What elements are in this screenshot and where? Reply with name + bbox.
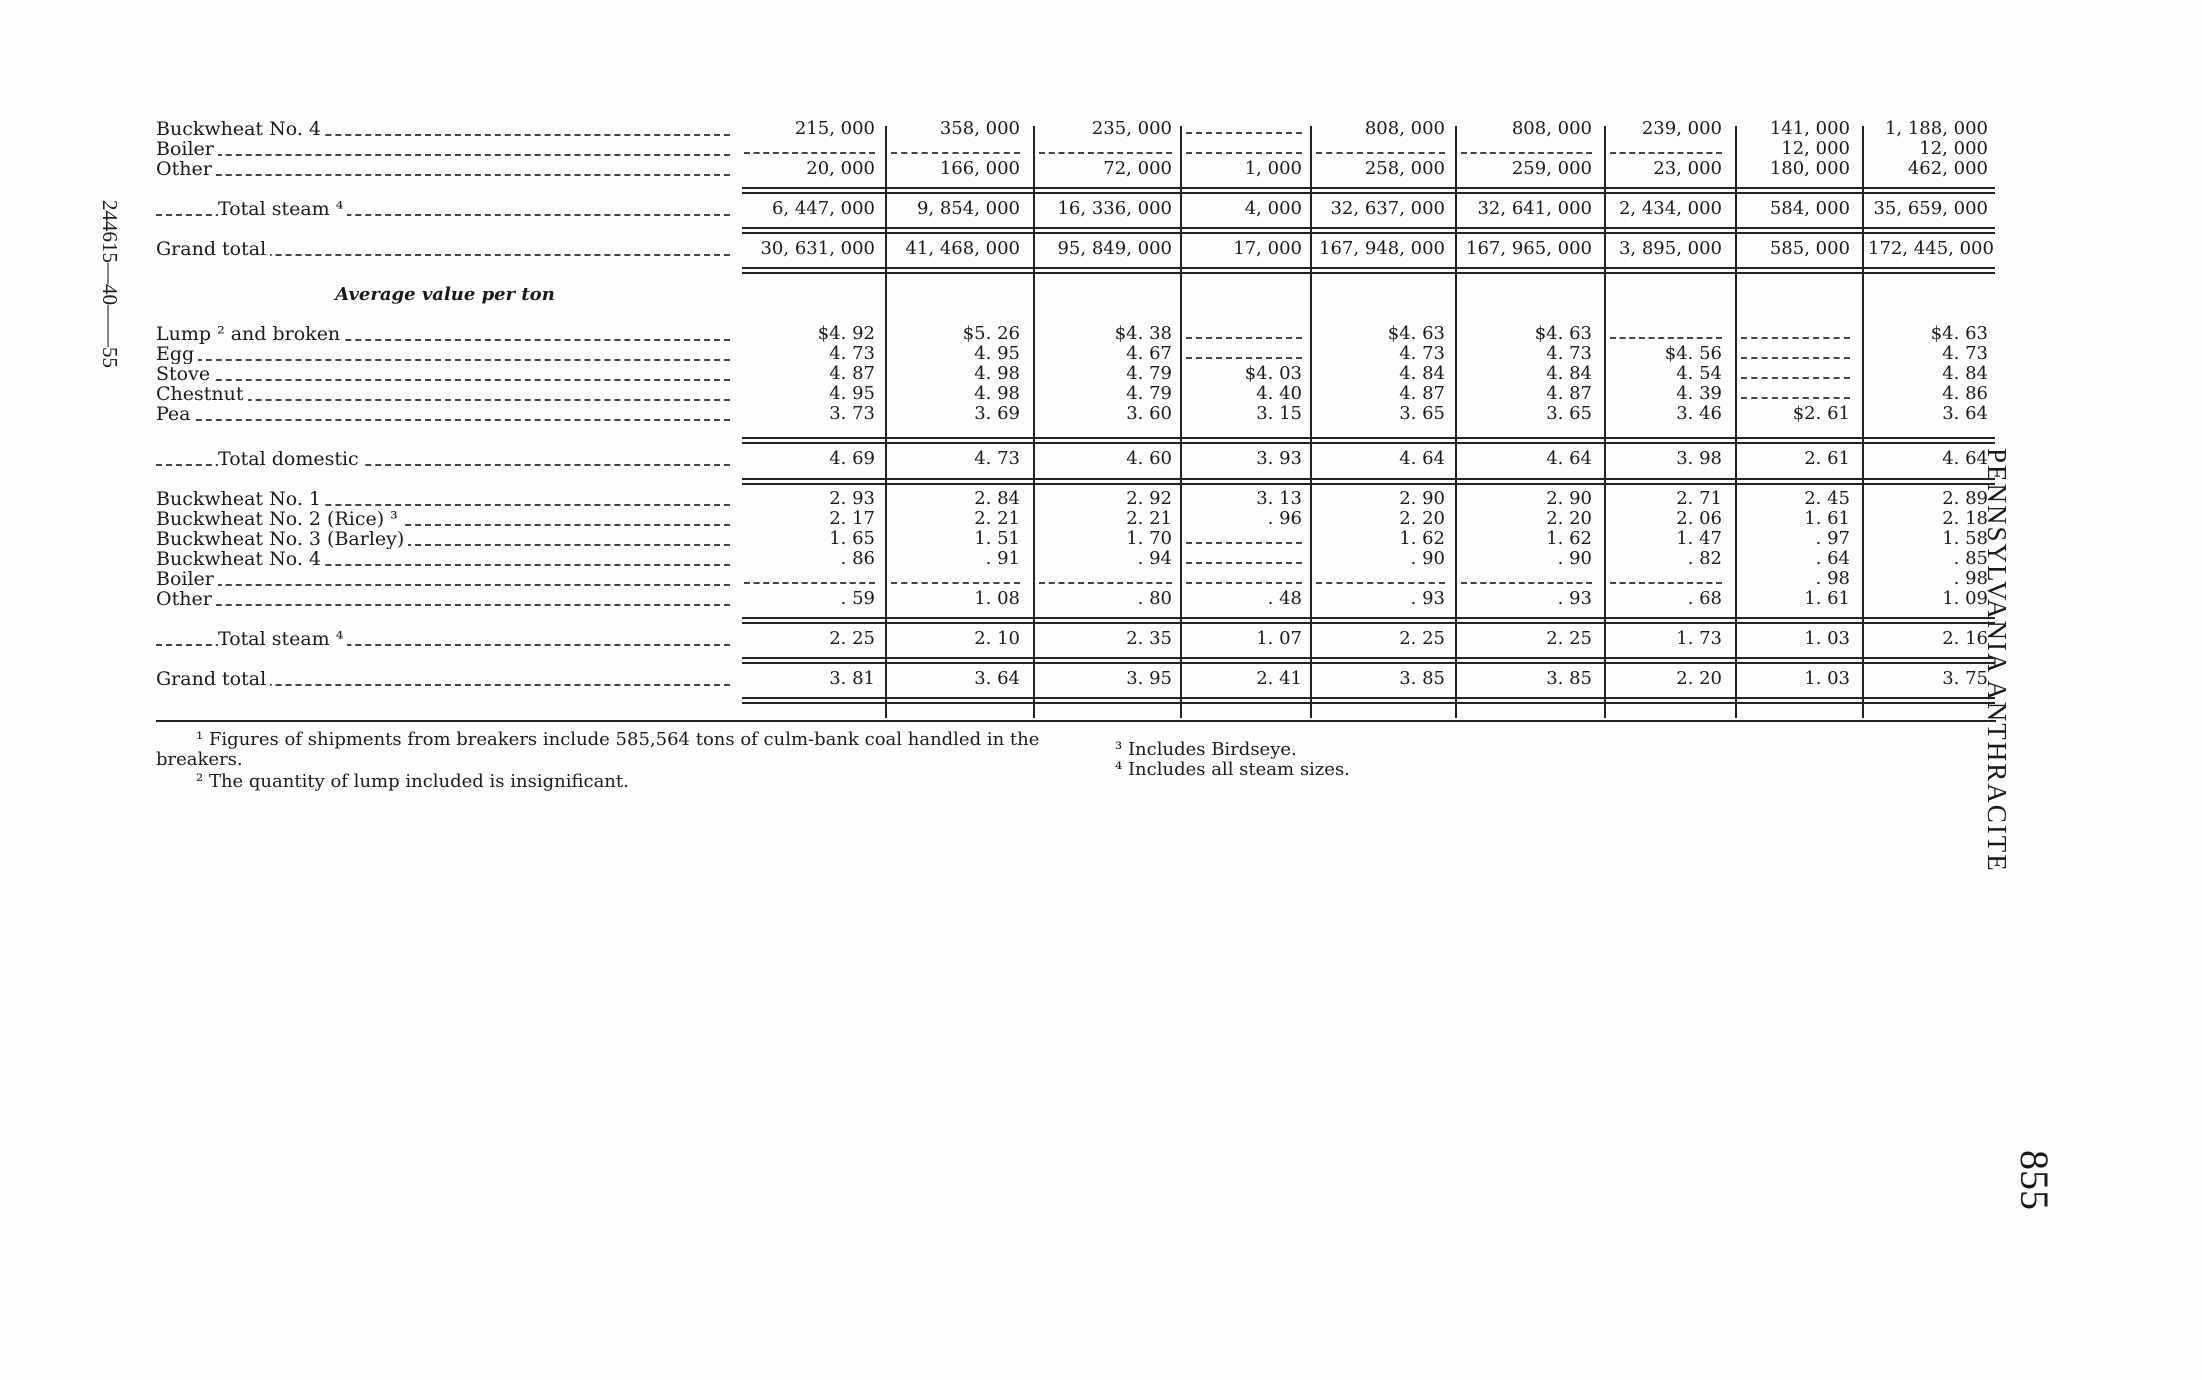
double-rule	[742, 657, 1995, 664]
table-cell: 3. 60	[1126, 403, 1172, 424]
leader-dots	[156, 604, 730, 606]
row-label-text: Lump ² and broken	[156, 325, 344, 344]
blank-leader	[1186, 357, 1302, 359]
table-cell: . 68	[1687, 588, 1722, 609]
row-label-text: Buckwheat No. 2 (Rice) ³	[156, 510, 402, 529]
table-cell: 1. 58	[1942, 528, 1988, 549]
table-cell: $4. 63	[1930, 323, 1988, 344]
table-cell: 95, 849, 000	[1057, 238, 1172, 259]
table-cell: 2. 20	[1399, 508, 1445, 529]
table-cell: 2. 25	[829, 628, 875, 649]
table-cell: 3. 73	[829, 403, 875, 424]
blank-leader	[1186, 562, 1302, 564]
section-heading: Average value per ton	[335, 285, 555, 304]
leader-dots	[156, 584, 730, 586]
table-cell: 166, 000	[939, 158, 1020, 179]
table-cell: 2. 84	[974, 488, 1020, 509]
row-label-text: Stove	[156, 365, 214, 384]
row-label	[156, 490, 734, 509]
table-cell: 1. 07	[1256, 628, 1302, 649]
table-cell: . 80	[1137, 588, 1172, 609]
table-cell: $4. 38	[1114, 323, 1172, 344]
row-label	[156, 570, 734, 589]
row-label	[156, 405, 734, 424]
table-cell: . 85	[1953, 548, 1988, 569]
table-cell: 1. 70	[1126, 528, 1172, 549]
table-cell: $4. 03	[1244, 363, 1302, 384]
table-cell: 3. 64	[1942, 403, 1988, 424]
table-cell: 3. 81	[829, 668, 875, 689]
running-head: PENNSYLVANIA ANTHRACITE	[1982, 448, 2012, 873]
table-cell: 2. 10	[974, 628, 1020, 649]
blank-leader	[744, 152, 875, 154]
blank-leader	[1186, 132, 1302, 134]
table-cell: 1. 73	[1676, 628, 1722, 649]
table-cell: 462, 000	[1907, 158, 1988, 179]
blank-leader	[891, 152, 1020, 154]
row-label	[156, 385, 734, 404]
table-cell: 4. 64	[1399, 448, 1445, 469]
double-rule	[742, 437, 1995, 444]
table-cell: 2. 21	[1126, 508, 1172, 529]
table-cell: 3. 13	[1256, 488, 1302, 509]
table-cell: 239, 000	[1641, 118, 1722, 139]
table-cell: 4. 40	[1256, 383, 1302, 404]
table-cell: 4. 87	[1399, 383, 1445, 404]
table-cell: 2. 35	[1126, 628, 1172, 649]
row-label-text: Pea	[156, 405, 195, 424]
table-cell: 1. 62	[1546, 528, 1592, 549]
leader-dots	[156, 419, 730, 421]
table-cell: 2. 92	[1126, 488, 1172, 509]
footnote-4: ⁴ Includes all steam sizes.	[1115, 759, 1350, 780]
row-label	[156, 160, 734, 179]
row-label-text: Total domestic	[218, 450, 363, 469]
row-label	[156, 670, 734, 689]
double-rule	[742, 227, 1995, 234]
row-label	[156, 365, 734, 384]
blank-leader	[1741, 377, 1850, 379]
table-cell: . 96	[1267, 508, 1302, 529]
table-cell: 4. 60	[1126, 448, 1172, 469]
row-label-text: Grand total	[156, 670, 270, 689]
table-cell: . 90	[1557, 548, 1592, 569]
double-rule	[742, 187, 1995, 194]
table-cell: 23, 000	[1653, 158, 1722, 179]
table-cell: 808, 000	[1364, 118, 1445, 139]
table-cell: 4. 95	[829, 383, 875, 404]
column-divider	[885, 126, 887, 718]
table-cell: $2. 61	[1792, 403, 1850, 424]
table-cell: 12, 000	[1919, 138, 1988, 159]
table-cell: 1. 03	[1804, 668, 1850, 689]
table-cell: 584, 000	[1769, 198, 1850, 219]
table-cell: 4. 98	[974, 383, 1020, 404]
table-cell: $5. 26	[962, 323, 1020, 344]
table-cell: 32, 641, 000	[1477, 198, 1592, 219]
blank-leader	[1186, 582, 1302, 584]
blank-leader	[891, 582, 1020, 584]
table-cell: 3. 65	[1399, 403, 1445, 424]
table-cell: 30, 631, 000	[760, 238, 875, 259]
table-cell: 4. 87	[829, 363, 875, 384]
table-cell: 20, 000	[806, 158, 875, 179]
table-cell: 141, 000	[1769, 118, 1850, 139]
table-cell: 4. 54	[1676, 363, 1722, 384]
table-cell: . 48	[1267, 588, 1302, 609]
table-cell: 3. 65	[1546, 403, 1592, 424]
table-cell: 1. 62	[1399, 528, 1445, 549]
blank-leader	[1186, 337, 1302, 339]
table-cell: 41, 468, 000	[905, 238, 1020, 259]
blank-leader	[1316, 152, 1445, 154]
left-margin-code: 244615—40——55	[98, 200, 122, 368]
table-cell: 4. 87	[1546, 383, 1592, 404]
table-cell: 4. 64	[1546, 448, 1592, 469]
table-cell: 358, 000	[939, 118, 1020, 139]
table-cell: . 86	[840, 548, 875, 569]
table-cell: 1. 61	[1804, 588, 1850, 609]
table-cell: 1. 09	[1942, 588, 1988, 609]
footnote-3: ³ Includes Birdseye.	[1115, 739, 1297, 760]
double-rule	[742, 267, 1995, 274]
table-cell: 4, 000	[1244, 198, 1302, 219]
table-cell: 4. 69	[829, 448, 875, 469]
table-cell: . 94	[1137, 548, 1172, 569]
table-cell: 6, 447, 000	[771, 198, 875, 219]
row-label	[156, 325, 734, 344]
row-label	[156, 530, 734, 549]
table-cell: 2. 41	[1256, 668, 1302, 689]
blank-leader	[1610, 152, 1722, 154]
table-cell: 2. 16	[1942, 628, 1988, 649]
table-cell: 2. 25	[1399, 628, 1445, 649]
row-label-text: Boiler	[156, 140, 218, 159]
table-cell: $4. 92	[817, 323, 875, 344]
table-cell: 1. 03	[1804, 628, 1850, 649]
table-cell: 2. 93	[829, 488, 875, 509]
footnote-1: ¹ Figures of shipments from breakers include 585,564 tons of culm-bank coal handled in the breakers.	[156, 729, 1040, 770]
blank-leader	[1461, 152, 1592, 154]
blank-leader	[1186, 152, 1302, 154]
table-cell: 32, 637, 000	[1330, 198, 1445, 219]
double-rule	[742, 697, 1995, 704]
row-label-text: Buckwheat No. 3 (Barley)	[156, 530, 408, 549]
table-cell: 2, 434, 000	[1618, 198, 1722, 219]
row-label	[156, 200, 734, 219]
table-cell: 2. 06	[1676, 508, 1722, 529]
row-label-text: Buckwheat No. 1	[156, 490, 325, 509]
table-cell: 4. 79	[1126, 363, 1172, 384]
table-cell: 4. 84	[1399, 363, 1445, 384]
double-rule	[742, 617, 1995, 624]
table-cell: 215, 000	[794, 118, 875, 139]
table-cell: 3. 69	[974, 403, 1020, 424]
table-cell: 2. 17	[829, 508, 875, 529]
column-divider	[1604, 126, 1606, 718]
table-cell: 259, 000	[1511, 158, 1592, 179]
table-cell: 4. 39	[1676, 383, 1722, 404]
table-cell: . 59	[840, 588, 875, 609]
table-cell: 2. 18	[1942, 508, 1988, 529]
table-cell: 16, 336, 000	[1057, 198, 1172, 219]
table-cell: 1. 51	[974, 528, 1020, 549]
row-label-text: Buckwheat No. 4	[156, 120, 325, 139]
row-label	[156, 510, 734, 529]
table-cell: . 98	[1815, 568, 1850, 589]
row-label-text: Other	[156, 590, 216, 609]
blank-leader	[1039, 152, 1172, 154]
blank-leader	[1039, 582, 1172, 584]
table-cell: . 93	[1410, 588, 1445, 609]
row-label	[156, 240, 734, 259]
table-cell: $4. 63	[1534, 323, 1592, 344]
table-cell: . 93	[1557, 588, 1592, 609]
table-cell: 1. 65	[829, 528, 875, 549]
table-cell: . 98	[1953, 568, 1988, 589]
table-cell: 167, 948, 000	[1319, 238, 1445, 259]
blank-leader	[1741, 397, 1850, 399]
table-cell: 1. 61	[1804, 508, 1850, 529]
leader-dots	[156, 154, 730, 156]
table-cell: 2. 20	[1546, 508, 1592, 529]
table-cell: . 90	[1410, 548, 1445, 569]
leader-dots	[156, 174, 730, 176]
row-label-text: Egg	[156, 345, 198, 364]
table-cell: 235, 000	[1091, 118, 1172, 139]
table-cell: 3. 75	[1942, 668, 1988, 689]
table-cell: 2. 71	[1676, 488, 1722, 509]
table-cell: 2. 90	[1399, 488, 1445, 509]
table-cell: 4. 86	[1942, 383, 1988, 404]
table-cell: 72, 000	[1103, 158, 1172, 179]
table-cell: 585, 000	[1769, 238, 1850, 259]
table-cell: 4. 73	[1546, 343, 1592, 364]
table-cell: 1, 188, 000	[1884, 118, 1988, 139]
table-cell: . 64	[1815, 548, 1850, 569]
row-label	[156, 450, 734, 469]
table-cell: 3. 93	[1256, 448, 1302, 469]
column-divider	[1862, 126, 1864, 718]
blank-leader	[1316, 582, 1445, 584]
row-label	[156, 140, 734, 159]
double-rule	[742, 478, 1995, 485]
blank-leader	[1461, 582, 1592, 584]
table-cell: $4. 56	[1664, 343, 1722, 364]
blank-leader	[1741, 337, 1850, 339]
table-cell: 3. 15	[1256, 403, 1302, 424]
table-cell: 3, 895, 000	[1618, 238, 1722, 259]
table-cell: 172, 445, 000	[1868, 238, 1994, 259]
table-cell: 180, 000	[1769, 158, 1850, 179]
table-cell: . 97	[1815, 528, 1850, 549]
blank-leader	[1610, 582, 1722, 584]
table-cell: 1. 47	[1676, 528, 1722, 549]
column-divider	[1033, 126, 1035, 718]
row-label-text: Boiler	[156, 570, 218, 589]
page-number: 855	[2012, 1150, 2057, 1210]
table-cell: . 91	[985, 548, 1020, 569]
table-cell: 2. 21	[974, 508, 1020, 529]
table-cell: 3. 46	[1676, 403, 1722, 424]
leader-dots	[156, 379, 730, 381]
table-bottom-rule	[156, 720, 1996, 722]
table-cell: 4. 84	[1942, 363, 1988, 384]
leader-dots	[156, 359, 730, 361]
table-cell: 2. 90	[1546, 488, 1592, 509]
table-cell: 808, 000	[1511, 118, 1592, 139]
table-cell: 3. 95	[1126, 668, 1172, 689]
table-cell: 4. 73	[1399, 343, 1445, 364]
row-label	[156, 630, 734, 649]
row-label-text: Total steam ⁴	[218, 630, 347, 649]
row-label	[156, 120, 734, 139]
blank-leader	[1186, 542, 1302, 544]
table-cell: 1, 000	[1244, 158, 1302, 179]
row-label-text: Buckwheat No. 4	[156, 550, 325, 569]
table-cell: 4. 84	[1546, 363, 1592, 384]
row-label-text: Grand total	[156, 240, 270, 259]
table-cell: 3. 98	[1676, 448, 1722, 469]
column-divider	[1735, 126, 1737, 718]
table-cell: 17, 000	[1233, 238, 1302, 259]
column-divider	[1310, 126, 1312, 718]
table-cell: . 82	[1687, 548, 1722, 569]
table-cell: 2. 89	[1942, 488, 1988, 509]
table-cell: 3. 64	[974, 668, 1020, 689]
table-cell: 2. 25	[1546, 628, 1592, 649]
row-label	[156, 550, 734, 569]
blank-leader	[1610, 337, 1722, 339]
blank-leader	[1741, 357, 1850, 359]
row-label-text: Chestnut	[156, 385, 248, 404]
table-cell: 1. 08	[974, 588, 1020, 609]
table-cell: 4. 73	[1942, 343, 1988, 364]
table-cell: 4. 64	[1942, 448, 1988, 469]
table-cell: 4. 95	[974, 343, 1020, 364]
table-cell: 4. 73	[829, 343, 875, 364]
table-cell: 2. 61	[1804, 448, 1850, 469]
table-cell: 4. 79	[1126, 383, 1172, 404]
column-divider	[1180, 126, 1182, 718]
row-label	[156, 590, 734, 609]
table-cell: 2. 20	[1676, 668, 1722, 689]
blank-leader	[744, 582, 875, 584]
table-cell: 12, 000	[1781, 138, 1850, 159]
row-label-text: Other	[156, 160, 216, 179]
footnote-2: ² The quantity of lump included is insignificant.	[196, 771, 629, 792]
table-cell: 4. 73	[974, 448, 1020, 469]
table-cell: 3. 85	[1399, 668, 1445, 689]
column-divider	[1455, 126, 1457, 718]
table-cell: 3. 85	[1546, 668, 1592, 689]
row-label	[156, 345, 734, 364]
table-cell: 4. 67	[1126, 343, 1172, 364]
table-cell: 4. 98	[974, 363, 1020, 384]
row-label-text: Total steam ⁴	[218, 200, 347, 219]
table-cell: 167, 965, 000	[1466, 238, 1592, 259]
table-cell: 2. 45	[1804, 488, 1850, 509]
table-cell: 35, 659, 000	[1873, 198, 1988, 219]
table-cell: $4. 63	[1387, 323, 1445, 344]
table-cell: 9, 854, 000	[916, 198, 1020, 219]
table-cell: 258, 000	[1364, 158, 1445, 179]
